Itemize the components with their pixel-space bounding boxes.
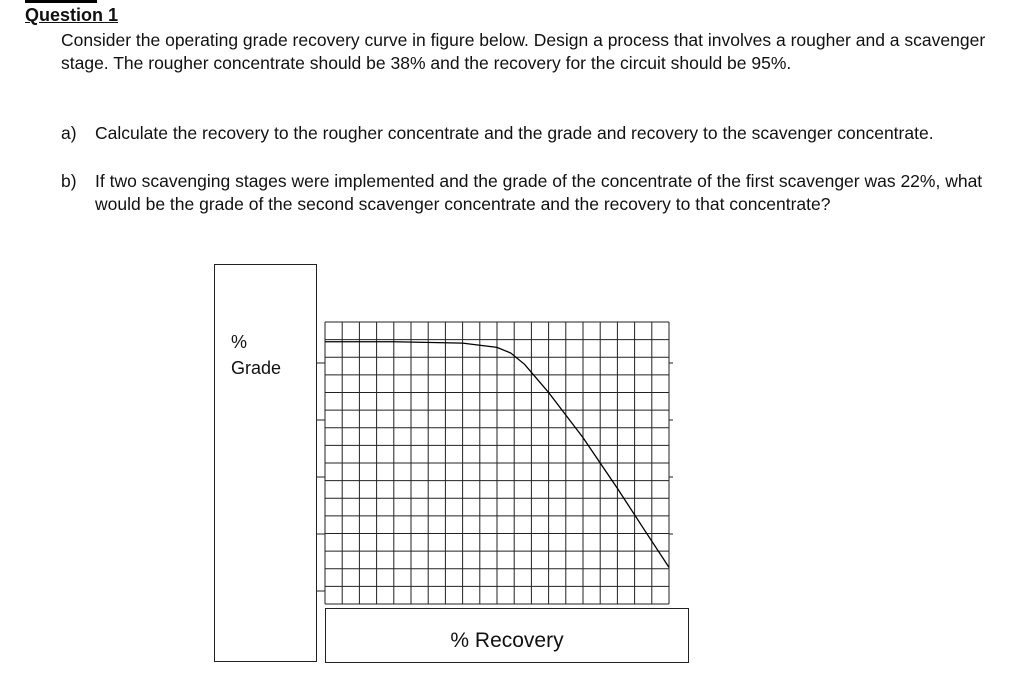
y-axis-label: % Grade xyxy=(231,332,282,378)
part-b-letter: b) xyxy=(61,171,77,191)
part-a-letter: a) xyxy=(61,123,77,143)
question-heading: Question 1 xyxy=(25,5,119,25)
part-a-text: Calculate the recovery to the rougher concentrate and the grade and recovery to the scavenger concentrate. xyxy=(95,123,934,143)
part-b-text: If two scavenging stages were implemented and the grade of the concentrate of the first scavenger was 22%, what would be the grade of the second scavenger concentrate and the recovery to that concentrate? xyxy=(95,171,983,214)
question-intro: Consider the operating grade recovery curve in figure below. Design a process that involves a rougher and a scavenger stage. The rougher concentrate should be 38% and the recovery for the circuit should be 95%. xyxy=(61,30,986,73)
x-axis-label: % Recovery xyxy=(450,629,564,652)
